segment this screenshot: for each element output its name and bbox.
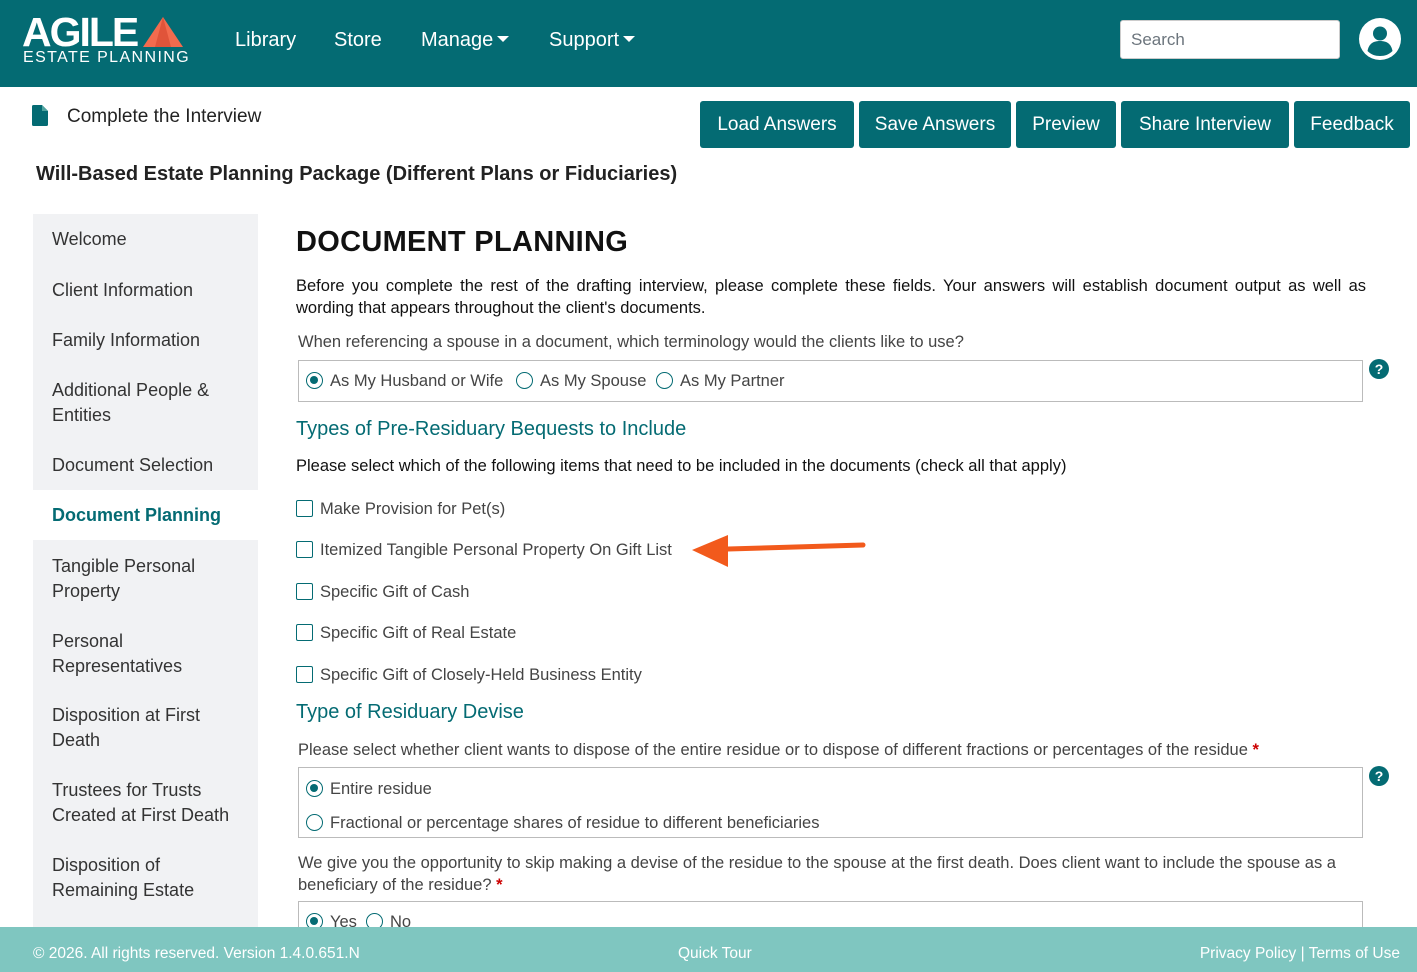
required-marker: * <box>1252 741 1259 759</box>
checkbox-label: Specific Gift of Closely-Held Business Entity <box>320 666 642 684</box>
logo-wordmark: AGILE <box>22 9 138 55</box>
residuary-question <box>298 741 1259 760</box>
radio-selected-icon <box>306 372 323 389</box>
share-interview-button[interactable]: Share Interview <box>1121 101 1289 148</box>
sidebar-item-tangible-personal-property[interactable]: Tangible Personal Property <box>52 556 196 601</box>
radio-unselected-icon <box>516 372 533 389</box>
checkbox-itemized-tangible-property[interactable] <box>296 540 686 560</box>
checkbox-label: Itemized Tangible Personal Property On Gift List <box>320 541 672 559</box>
radio-unselected-icon <box>366 913 383 927</box>
privacy-policy-link[interactable]: Privacy Policy <box>1199 945 1297 962</box>
checkbox-pet-provision[interactable] <box>296 499 516 519</box>
sidebar-item-family-information[interactable]: Family Information <box>52 330 201 350</box>
help-icon[interactable]: ? <box>1369 359 1389 379</box>
checkbox-gift-of-cash[interactable] <box>296 582 486 602</box>
help-icon[interactable]: ? <box>1369 766 1389 786</box>
annotation-arrow-icon <box>690 532 866 570</box>
spouse-residue-radio-group <box>298 901 1363 927</box>
radio-label: As My Husband or Wife <box>330 372 504 390</box>
residuary-question-text: Please select whether client wants to dispose of the entire residue or to dispose of different fractions or percentages of the residue <box>298 741 1248 759</box>
checkbox-label: Specific Gift of Real Estate <box>320 624 517 642</box>
logo-subtitle: ESTATE PLANNING <box>23 49 191 66</box>
sidebar-item-welcome[interactable]: Welcome <box>52 229 127 249</box>
footer-separator: | <box>1300 945 1305 962</box>
page-section-title: Complete the Interview <box>67 106 262 127</box>
radio-selected-icon <box>306 780 323 797</box>
package-title: Will-Based Estate Planning Package (Different Plans or Fiduciaries) <box>36 163 678 185</box>
checkbox-label: Make Provision for Pet(s) <box>320 500 506 518</box>
footer-copyright: © 2026. All rights reserved. Version 1.4.0.651.N <box>33 945 360 962</box>
bequests-instructions: Please select which of the following items that need to be included in the documents (check all that apply) <box>296 457 1067 475</box>
checkbox-gift-of-business-entity[interactable] <box>296 665 656 685</box>
quick-tour-link[interactable]: Quick Tour <box>678 945 752 962</box>
sidebar-item-document-selection[interactable]: Document Selection <box>52 455 214 475</box>
nav-library[interactable]: Library <box>235 29 297 51</box>
radio-label: Entire residue <box>330 780 432 798</box>
checkbox-unchecked-icon <box>296 666 313 683</box>
preview-button[interactable]: Preview <box>1016 101 1116 148</box>
footer <box>0 927 1417 972</box>
section-heading: DOCUMENT PLANNING <box>296 226 629 258</box>
radio-label: Yes <box>330 913 357 927</box>
sidebar-item-disposition-remaining-estate[interactable]: Disposition of Remaining Estate <box>52 855 195 900</box>
required-marker: * <box>496 876 503 894</box>
radio-selected-icon <box>306 913 323 927</box>
checkbox-unchecked-icon <box>296 500 313 517</box>
spouse-terminology-question: When referencing a spouse in a document, which terminology would the clients like to use? <box>298 333 964 351</box>
residuary-radio-group <box>298 767 1363 838</box>
load-answers-button[interactable]: Load Answers <box>700 101 854 148</box>
spouse-terminology-radio-group <box>298 360 1363 402</box>
nav-manage-label: Manage <box>421 29 494 51</box>
spouse-residue-question <box>298 852 1358 896</box>
residuary-heading: Type of Residuary Devise <box>296 701 524 723</box>
sidebar-item-personal-representatives[interactable]: Personal Representatives <box>52 631 183 676</box>
nav-support-label: Support <box>549 29 620 51</box>
terms-of-use-link[interactable]: Terms of Use <box>1308 945 1400 962</box>
sidebar-item-disposition-first-death[interactable]: Disposition at First Death <box>52 705 201 750</box>
intro-text: Before you complete the rest of the drafting interview, please complete these fields. Your answers will establish document output as well as wording that appears throughout the client's documents. <box>296 277 1366 317</box>
feedback-button[interactable]: Feedback <box>1294 101 1410 148</box>
radio-unselected-icon <box>656 372 673 389</box>
radio-unselected-icon <box>306 814 323 831</box>
spouse-residue-question-text: We give you the opportunity to skip making a devise of the residue to the spouse at the first death. Does client want to include the spouse as a beneficiary of the residue? <box>298 854 1336 894</box>
sidebar-item-client-information[interactable]: Client Information <box>52 280 194 300</box>
sidebar-item-trustees-first-death[interactable]: Trustees for Trusts Created at First Death <box>52 780 230 825</box>
footer-links <box>1200 945 1400 963</box>
radio-label: Fractional or percentage shares of residue to different beneficiaries <box>330 814 820 832</box>
checkbox-unchecked-icon <box>296 541 313 558</box>
checkbox-unchecked-icon <box>296 583 313 600</box>
nav-store[interactable]: Store <box>334 29 382 51</box>
checkbox-unchecked-icon <box>296 624 313 641</box>
checkbox-gift-of-real-estate[interactable] <box>296 623 526 643</box>
sidebar-item-additional-people[interactable]: Additional People & Entities <box>52 380 210 425</box>
sidebar-item-document-planning[interactable]: Document Planning <box>33 490 258 540</box>
bequests-heading: Types of Pre-Residuary Bequests to Include <box>296 418 687 440</box>
checkbox-label: Specific Gift of Cash <box>320 583 470 601</box>
save-answers-button[interactable]: Save Answers <box>859 101 1011 148</box>
radio-label: As My Spouse <box>540 372 647 390</box>
radio-label: No <box>390 913 412 927</box>
radio-label: As My Partner <box>680 372 785 390</box>
